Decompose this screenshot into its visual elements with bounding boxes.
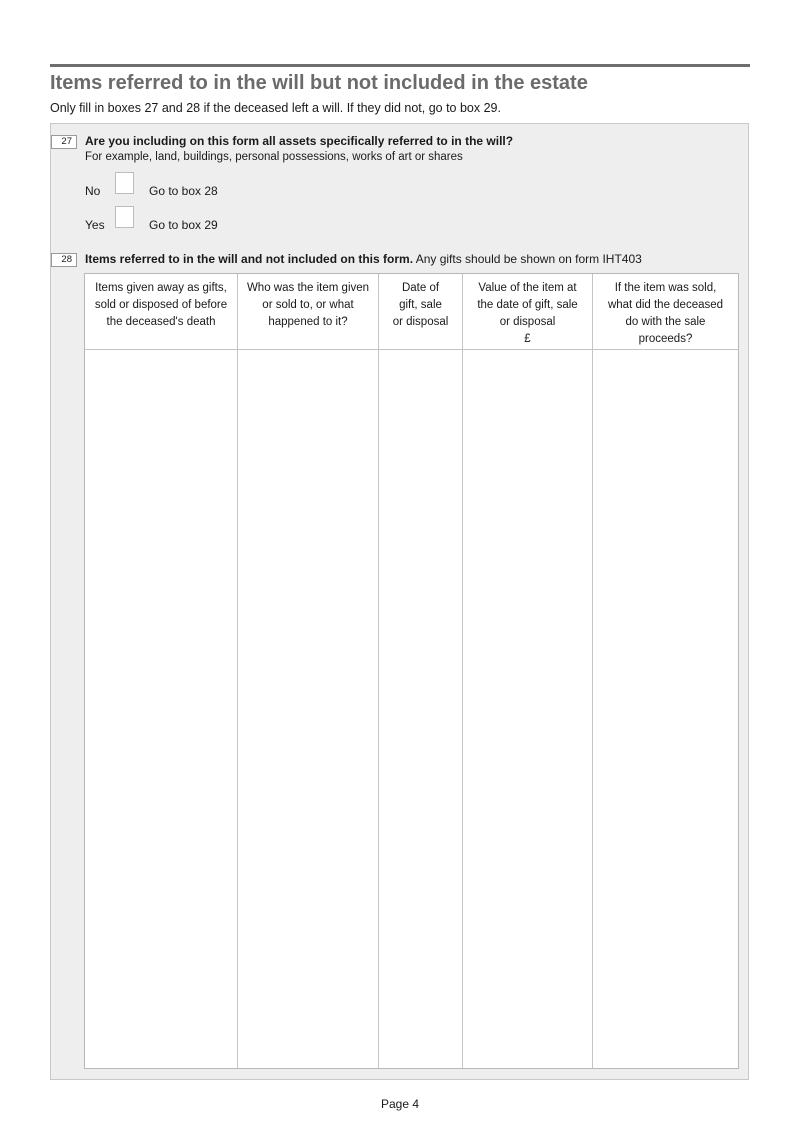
header-line: happened to it? [268, 316, 348, 328]
option-yes-label: Yes [85, 218, 105, 232]
option-no-goto: Go to box 28 [149, 184, 218, 198]
header-line: Date of [401, 282, 440, 294]
recipient-entry-field[interactable] [238, 350, 378, 1068]
column-header-date [379, 274, 462, 350]
box-number-27: 27 [51, 135, 77, 149]
box27-hint: For example, land, buildings, personal possessions, works of art or shares [85, 151, 463, 163]
header-line: or disposal [499, 316, 556, 328]
option-yes-goto: Go to box 29 [149, 218, 218, 232]
header-line: Who was the item given [246, 282, 370, 294]
date-entry-field[interactable] [379, 350, 462, 1068]
header-line: Items given away as gifts, [95, 282, 227, 294]
box28-question-rest: Any gifts should be shown on form IHT403 [413, 252, 642, 266]
value-entry-field[interactable] [463, 350, 592, 1068]
column-header-recipient [238, 274, 378, 350]
box27-question [85, 134, 513, 148]
column-header-value [463, 274, 592, 350]
section-top-rule [50, 64, 750, 67]
no-checkbox[interactable] [115, 172, 134, 194]
page-number: Page 4 [380, 1097, 420, 1111]
header-line: If the item was sold, [614, 282, 717, 294]
column-header-proceeds [593, 274, 738, 350]
header-line: proceeds? [638, 333, 693, 345]
items-entry-field[interactable] [85, 350, 237, 1068]
box28-question-bold: Items referred to in the will and not included on this form. [85, 252, 414, 266]
section-title: Items referred to in the will but not included in the estate [50, 72, 588, 94]
box-number-28: 28 [51, 253, 77, 267]
items-table [84, 273, 739, 1069]
header-line: do with the sale [625, 316, 706, 328]
header-line: or disposal [392, 316, 449, 328]
header-line: sold or disposed of before [94, 299, 228, 311]
header-line: Value of the item at [478, 282, 577, 294]
proceeds-entry-field[interactable] [593, 350, 738, 1068]
section-intro: Only fill in boxes 27 and 28 if the deceased left a will. If they did not, go to box 29. [50, 101, 501, 115]
header-line: or sold to, or what [262, 299, 354, 311]
column-header-items [85, 274, 237, 350]
header-line: what did the deceased [607, 299, 724, 311]
yes-checkbox[interactable] [115, 206, 134, 228]
header-line: the deceased's death [106, 316, 216, 328]
header-line: the date of gift, sale [477, 299, 578, 311]
header-line: gift, sale [399, 299, 442, 311]
box28-question [85, 252, 642, 266]
box27-question-text: Are you including on this form all assets specifically referred to in the will? [85, 134, 514, 148]
option-no-label: No [85, 184, 101, 198]
header-line: £ [524, 333, 531, 345]
